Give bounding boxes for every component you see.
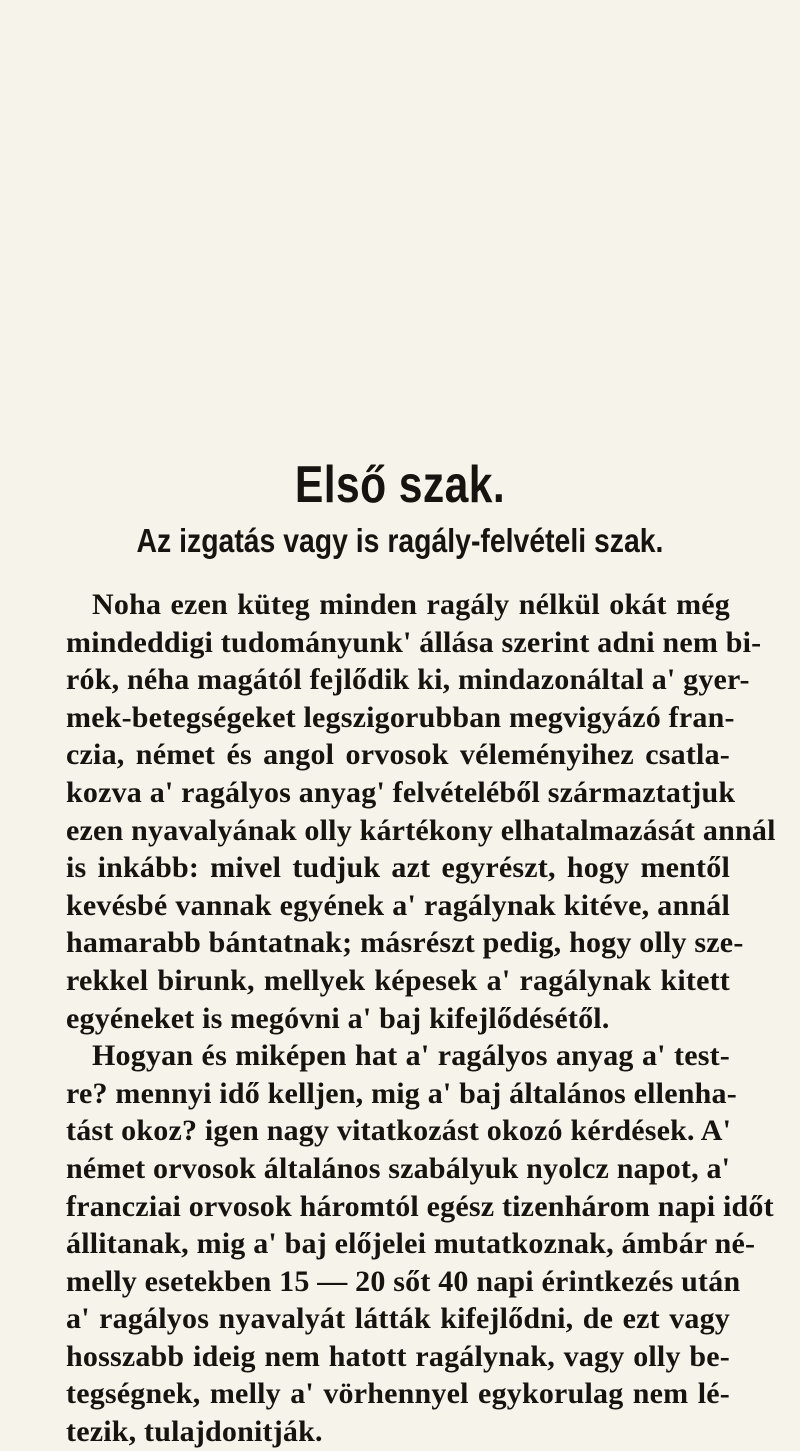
text-line: tást okoz? igen nagy vitatkozást okozó kérdések. A' [66, 1114, 732, 1148]
text-line: rekkel birunk, mellyek képesek a' ragálynak kitett [66, 963, 730, 997]
text-line: melly esetekben 15 — 20 sőt 40 napi érintkezés után [66, 1264, 741, 1298]
text-line: rók, néha magától fejlődik ki, mindazonáltal a' gyer- [66, 663, 750, 697]
text-line: tegségnek, melly a' vörhennyel egykorulag nem lé- [66, 1377, 730, 1411]
section-title: Az izgatás vagy is ragály-felvételi szak. [136, 522, 664, 559]
text-line: Hogyan és miképen hat a' ragályos anyag a' test- [92, 1039, 730, 1073]
text-line: is inkább: mivel tudjuk azt egyrészt, hogy mentől [66, 851, 730, 885]
chapter-title: Első szak. [294, 456, 506, 514]
text-line: egyéneket is megóvni a' baj kifejlődésétől. [66, 1001, 610, 1035]
text-line: ezen nyavalyának olly kártékony elhatalmazását annál [66, 813, 776, 847]
text-line: a' ragályos nyavalyát látták kifejlődni, de ezt vagy [66, 1302, 730, 1336]
text-line: állitanak, mig a' baj előjelei mutatkoznak, ámbár né- [66, 1227, 756, 1261]
text-line: hamarabb bántatnak; másrészt pedig, hogy olly sze- [66, 926, 744, 960]
text-line: re? mennyi idő kelljen, mig a' baj általános ellenha- [66, 1076, 737, 1110]
text-line: mindeddigi tudományunk' állása szerint adni nem bi- [66, 625, 762, 659]
text-line: kevésbé vannak egyének a' ragálynak kitéve, annál [66, 888, 730, 922]
text-line: tezik, tulajdonitják. [66, 1415, 323, 1449]
text-line: német orvosok általános szabályuk nyolcz napot, a' [66, 1151, 731, 1185]
text-line: hosszabb ideig nem hatott ragálynak, vagy olly be- [66, 1339, 730, 1373]
text-line: kozva a' ragályos anyag' felvételéből származtatjuk [66, 775, 736, 809]
text-line: mek-betegségeket legszigorubban megvigyázó fran- [66, 700, 735, 734]
text-line: francziai orvosok háromtól egész tizenhárom napi időt [66, 1189, 774, 1223]
body-text [66, 586, 776, 1451]
text-line: Noha ezen küteg minden ragály nélkül okát még [92, 588, 730, 621]
text-line: czia, német és angol orvosok véleményihez csatla- [66, 738, 730, 772]
